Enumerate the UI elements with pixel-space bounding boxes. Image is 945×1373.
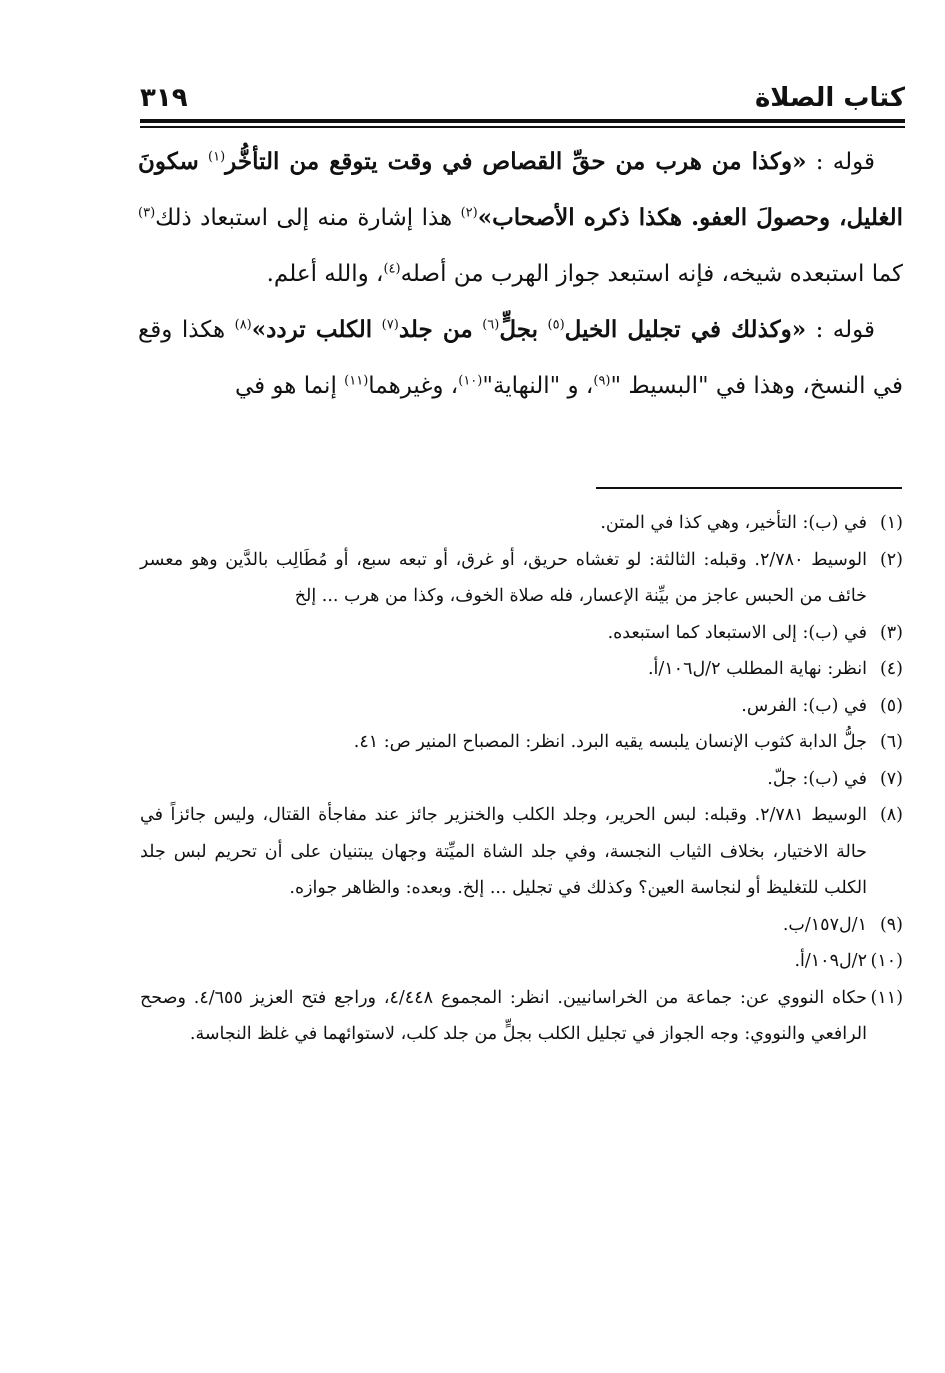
body-text-run: هذا إشارة منه إلى استبعاد ذلك [155,205,453,231]
footnote-number: (١١) [870,987,904,1008]
footnote-text: في (ب): الفرس. [741,695,867,716]
footnote-number: (٧) [879,768,903,789]
footnote-number: (٢) [879,549,903,570]
footnote-ref: (٣) [138,205,156,221]
body-text-run: ، والله أعلم. [266,261,384,287]
footnote-number: (١) [879,513,903,533]
quoted-text: سكونَ الغليل، وحصولَ العفو. هكذا ذكره الأصحاب» [138,148,904,231]
page-header [140,80,905,116]
footnote-ref: (٥) [547,317,565,333]
quoted-text: الكلب تردد» [251,316,373,343]
quoted-text: «وكذا من هرب من حقِّ القصاص في وقت يتوقع من التأخُّر [225,148,807,175]
footnote-number: (٦) [879,732,903,752]
quoted-text: من جلد [398,316,473,343]
footnote-2 [140,542,903,615]
footnote-number: (٣) [879,622,903,643]
footnote-text: حكاه النووي عن: جماعة من الخراسانيين. انظر: المجموع ٤/٤٤٨، وراجع فتح العزيز ٤/٦٥٥. وصحح الرافعي والنووي: وجه الجواز في تجليل الكلب بجلٍّ من جلد كلب، لاستوائهما في غلظ النجاسة. [140,987,868,1044]
quoted-text: «وكذلك في تجليل الخيل [564,316,807,343]
paragraph-1 [138,134,903,302]
footnote-ref: (٤) [383,261,401,277]
footnote-3 [140,615,903,652]
footnote-9 [140,907,903,944]
footnote-text: ١/ل١٥٧/ب. [782,914,867,935]
footnote-text: جلُّ الدابة كثوب الإنسان يلبسه يقيه البرد. انظر: المصباح المنير ص: ٤١. [353,732,867,752]
footnote-ref: (٦) [482,317,500,333]
footnote-text: في (ب): جلّ. [767,768,867,789]
footnote-text: الوسيط ٢/٧٨١. وقبله: لبس الحرير، وجلد الكلب والخنزير جائز عند مفاجأة القتال، وليس جائزاً في حالة الاختيار، بخلاف الثياب النجسة، وفي جلد الشاة الميِّتة وجهان يبتنيان على أن تحريم لبس جلد الكلب للتغليظ أو لنجاسة العين؟ وكذلك في تجليل ... إلخ. وبعده: والظاهر جوازه. [140,805,867,898]
paragraph-lead: قوله : [815,317,876,343]
header-rule-thin [140,126,905,128]
quoted-text: بجلٍّ [499,316,539,343]
page-number: ٣١٩ [140,83,188,113]
body-text-run: كما استبعده شيخه، فإنه استبعد جواز الهرب من أصله [400,261,903,287]
running-title: كتاب الصلاة [754,83,905,113]
footnote-10 [140,943,903,980]
footnote-number: (٤) [879,659,903,679]
footnote-text: انظر: نهاية المطلب ٢/ل١٠٦/أ. [647,659,867,679]
footnote-ref: (٧) [381,317,399,333]
main-text [138,134,903,414]
body-text-run: إنما هو في [234,373,337,399]
paragraph-2 [138,302,903,414]
footnote-text: في (ب): إلى الاستبعاد كما استبعده. [607,622,867,643]
footnote-4 [140,651,903,688]
footnote-number: (٨) [879,805,903,825]
footnote-ref: (١١) [344,373,369,389]
footnote-ref: (١) [208,149,226,165]
footnote-ref: (٨) [234,317,252,333]
footnote-text: الوسيط ٢/٧٨٠. وقبله: الثالثة: لو تغشاه حريق، أو غرق، أو تبعه سبع، أو مُطَالِب بالدَّين وهو معسر خائف من الحبس عاجز من بيِّنة الإعسار، فله صلاة الخوف، وكذا من هرب ... إلخ [140,549,867,606]
body-text-run: ، وغيرهما [368,373,459,399]
body-text-run: ، و "النهاية" [482,373,594,399]
footnote-text: ٢/ل١٠٩/أ. [794,951,867,971]
footnote-ref: (٢) [460,205,478,221]
footnote-6 [140,724,903,761]
footnote-11 [140,980,903,1053]
footnote-text: في (ب): التأخير، وهي كذا في المتن. [600,513,867,533]
footnote-7 [140,761,903,798]
footnote-ref: (٩) [593,373,611,389]
footnote-number: (٥) [879,695,903,716]
footnote-8 [140,797,903,907]
paragraph-lead: قوله : [815,149,876,175]
body-text-run: هكذا وقع في النسخ، وهذا في "البسيط " [138,317,903,399]
footnote-number: (٩) [879,914,903,935]
footnotes [140,505,903,1053]
footnote-5 [140,688,903,725]
footnote-separator [596,487,902,489]
footnote-1 [140,505,903,542]
header-rule-thick [140,119,905,123]
footnote-ref: (١٠) [458,373,483,389]
footnote-number: (١٠) [870,951,903,971]
